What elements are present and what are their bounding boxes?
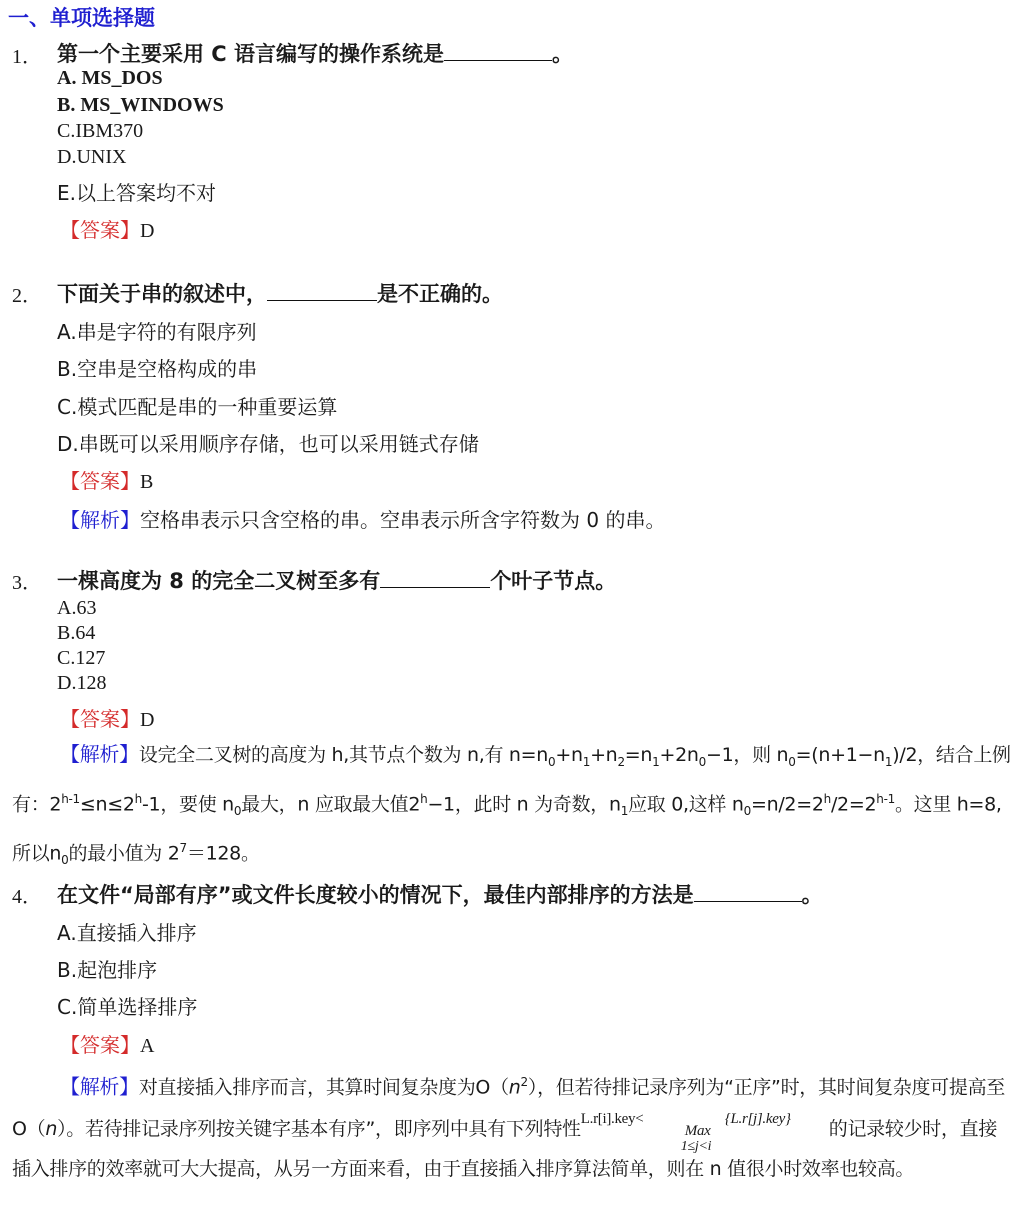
explanation-text: 对直接插入排序而言，其算时间复杂度为O（ [138,1076,509,1099]
superscript: h [823,791,831,806]
explanation-text: -1，要使 n [141,793,234,816]
question-1-text-b: 。 [552,42,574,66]
explanation-text: =n [624,744,653,766]
explanation-text: −1，则 n [706,744,789,766]
explanation-text: 。这里 h=8,所以n [12,793,1002,865]
answer-label: 【答案】 [60,1033,140,1057]
question-1-number: 1． [12,46,42,68]
formula-part: {L.r[j].key} [724,1111,791,1128]
superscript: h [134,791,142,806]
question-3-option-c: C.127 [57,647,106,669]
question-2-number: 2． [12,285,42,307]
subscript: 0 [233,803,242,818]
question-1-text [57,38,573,68]
explanation-text: /2=2 [830,793,877,816]
answer-label: 【答案】 [60,707,140,731]
explanation-text: ），但若待排记录序列为“正序”时，其时间复杂度可提高至O（ [12,1076,1005,1141]
question-2-blank [267,280,377,301]
question-1-text-a: 第一个主要采用 C 语言编写的操作系统是 [57,42,445,66]
question-4-blank [694,881,802,902]
question-3-answer [60,703,154,732]
subscript: 1 [582,754,591,769]
superscript: 2 [520,1075,528,1089]
question-3-option-d: D.128 [57,672,107,694]
explanation-text: =(n+1−n [795,744,885,766]
question-4-text-a: 在文件“局部有序”或文件长度较小的情况下，最佳内部排序的方法是 [57,883,694,907]
subscript: 0 [548,754,556,769]
explanation-text: 空格串表示只含空格的串。空串表示所含字符数为 0 的串。 [140,508,666,532]
question-4-number: 4． [12,886,42,908]
question-3-number: 3． [12,572,42,594]
explanation-text: 的记录较少时，直接插入排序的效率就可大大提高，从另一方面来看，由于直接插入排序算法简单，则在 n 值很小时效率也较高。 [12,1118,998,1181]
question-3-blank [380,567,490,588]
max-formula [580,1107,829,1155]
superscript: h [420,791,428,806]
question-3-option-b: B.64 [57,622,96,644]
explanation-text: +n [590,744,618,766]
explanation-label: 【解析】 [60,742,139,766]
formula-max: Max [684,1123,711,1140]
question-2-option-d: D.串既可以采用顺序存储，也可以采用链式存储 [57,432,479,456]
question-4-text-b: 。 [801,883,823,907]
explanation-text: 的最小值为 2 [68,842,180,865]
explanation-text: +n [555,744,583,766]
formula-part: L.r[i].key< [580,1111,644,1128]
question-1-answer [60,214,154,243]
explanation-label: 【解析】 [60,1074,139,1099]
explanation-text: +2n [659,744,699,766]
explanation-text: 设完全二叉树的高度为 h,其节点个数为 n,有 n=n [138,744,548,766]
explanation-text: ≤n≤2 [79,793,135,816]
question-4-option-b: B.起泡排序 [57,958,158,982]
question-3-text [57,565,616,595]
question-1-option-e: E.以上答案均不对 [57,181,216,205]
question-2-answer [60,465,153,494]
question-4-answer [60,1029,154,1058]
explanation-label: 【解析】 [60,508,140,532]
explanation-text: )/2，结合上例有：2 [12,744,1011,816]
subscript: 1 [884,754,893,769]
subscript: 0 [743,803,751,818]
answer-label: 【答案】 [60,218,140,242]
question-4-text [57,879,823,909]
question-1-option-d: D.UNIX [57,146,127,168]
question-2-option-b: B.空串是空格构成的串 [57,357,258,381]
superscript: h-1 [61,791,80,806]
formula-subscript: 1≤j<i [680,1139,712,1155]
question-2-text-a: 下面关于串的叙述中， [57,282,267,306]
answer-value: B [140,471,154,493]
subscript: 0 [698,754,706,769]
explanation-text: 最大，n 应取最大值2 [241,793,421,816]
explanation-text: ）。若待排记录序列按关键字基本有序”，即序列中具有下列特性 [57,1118,581,1141]
math-n: n [508,1076,521,1099]
answer-value: D [140,220,155,242]
question-1-blank [444,40,552,61]
section-title: 一、单项选择题 [8,6,155,30]
question-1-option-a: A. MS_DOS [57,67,163,89]
question-4-option-a: A.直接插入排序 [57,921,197,945]
explanation-text: ＝128。 [186,842,260,865]
subscript: 0 [788,754,796,769]
subscript: 0 [61,853,69,868]
question-3-option-a: A.63 [57,597,97,619]
question-2-text [57,278,503,308]
question-4-option-c: C.简单选择排序 [57,995,198,1019]
explanation-text: −1，此时 n 为奇数，n [427,793,621,816]
subscript: 1 [620,803,629,818]
question-2-text-b: 是不正确的。 [377,282,503,306]
question-2-option-c: C.模式匹配是串的一种重要运算 [57,395,338,419]
subscript: 1 [652,754,660,769]
question-2-option-a: A.串是字符的有限序列 [57,320,257,344]
question-1-option-b: B. MS_WINDOWS [57,94,224,116]
question-3-text-a: 一棵高度为 8 的完全二叉树至多有 [57,569,381,593]
subscript: 2 [617,754,625,769]
answer-value: A [140,1035,155,1057]
question-2-explanation [60,504,665,533]
superscript: 7 [179,840,187,855]
question-1-option-c: C.IBM370 [57,120,144,142]
explanation-text: 应取 0,这样 n [628,793,744,816]
question-4-explanation [12,1062,1012,1189]
explanation-text: =n/2=2 [750,793,824,816]
answer-label: 【答案】 [60,469,140,493]
question-3-text-b: 个叶子节点。 [490,569,617,593]
answer-value: D [140,709,155,731]
math-n: n [45,1118,58,1141]
superscript: h-1 [876,791,895,806]
question-3-explanation [12,736,1012,879]
